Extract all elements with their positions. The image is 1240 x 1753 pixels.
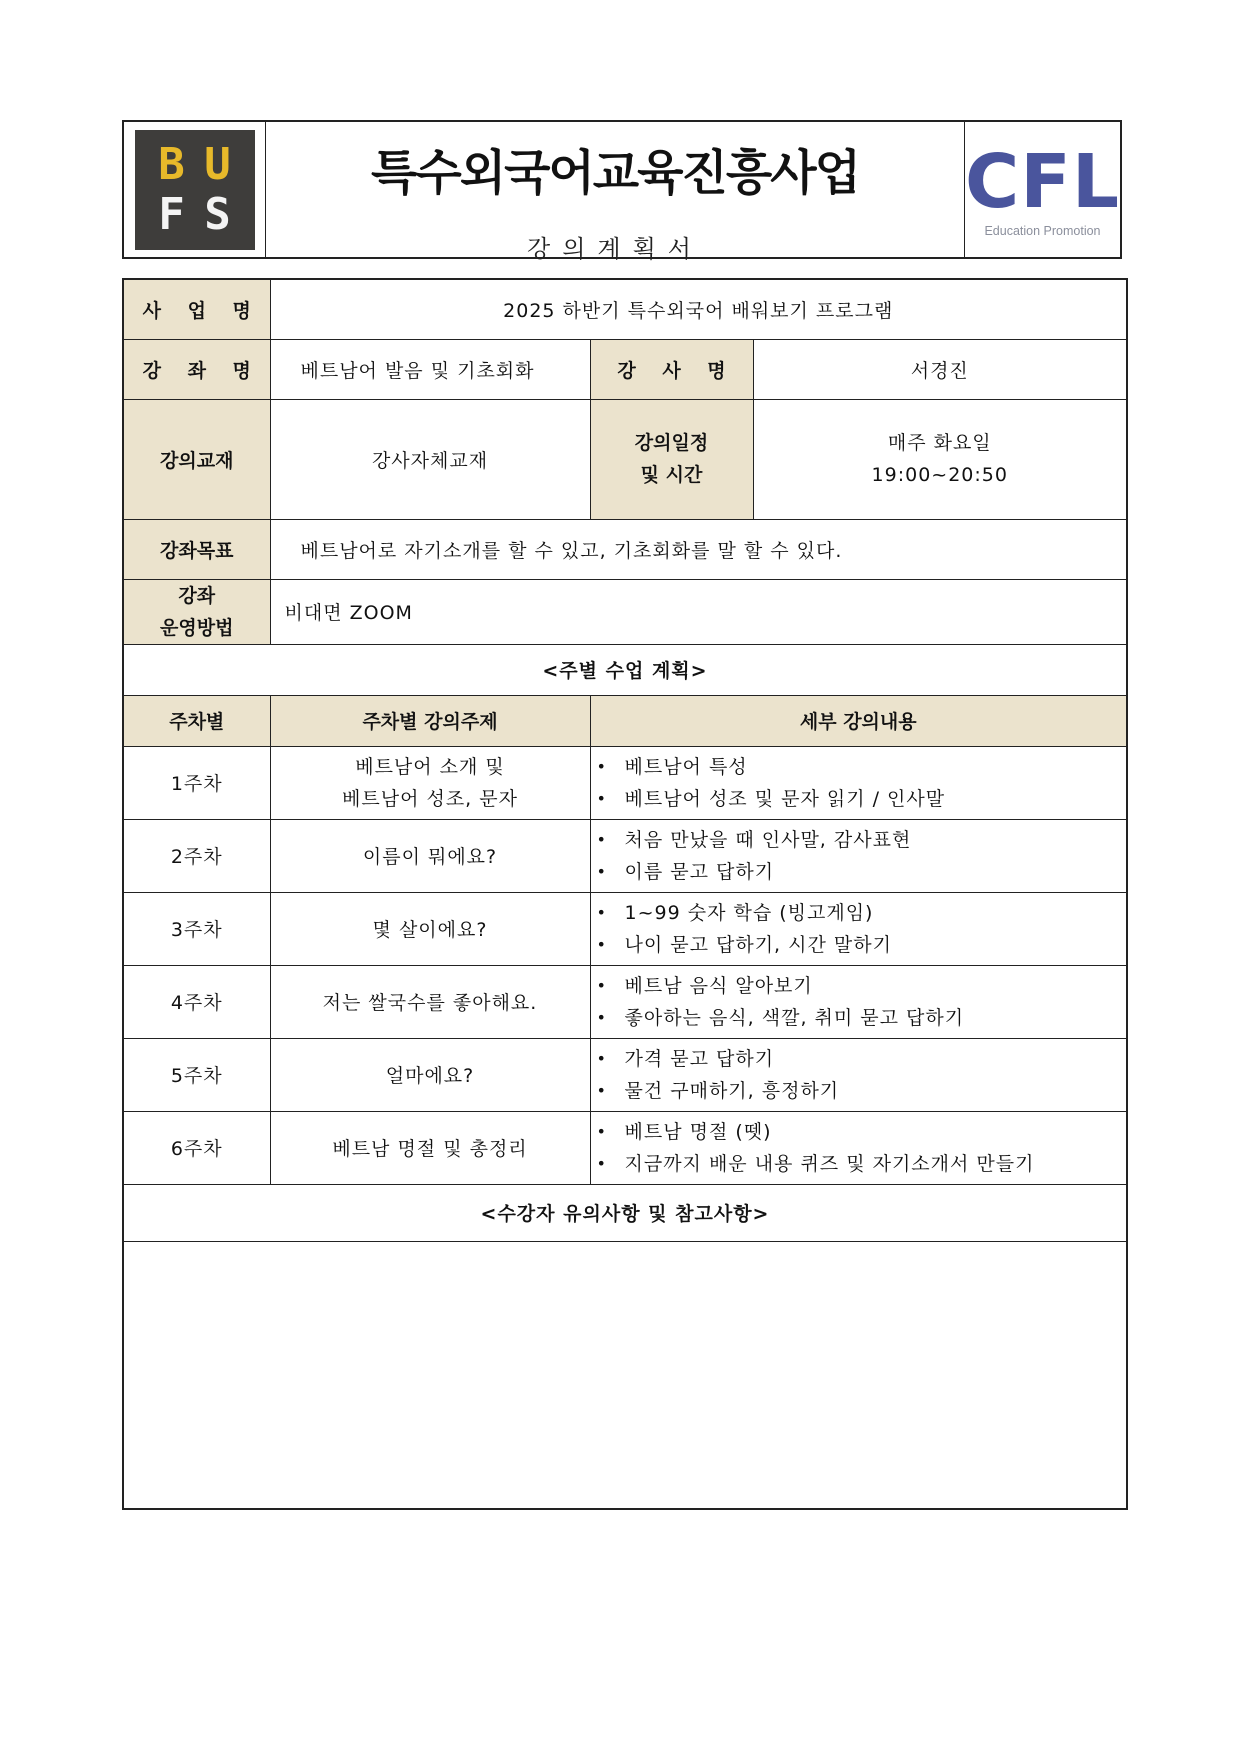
method-label-line2: 운영방법 bbox=[160, 616, 234, 639]
bufs-logo-cell bbox=[124, 122, 266, 257]
notes-section-title: <수강자 유의사항 및 참고사항> bbox=[123, 1184, 1127, 1241]
detail-cell bbox=[590, 1038, 1127, 1111]
table-row bbox=[123, 1111, 1127, 1184]
document-header bbox=[122, 120, 1122, 263]
project-row bbox=[123, 279, 1127, 339]
table-row bbox=[123, 965, 1127, 1038]
list-item: • 1~99 숫자 학습 (빙고게임) bbox=[591, 897, 1127, 929]
table-row bbox=[123, 892, 1127, 965]
col-detail-header: 세부 강의내용 bbox=[590, 695, 1127, 746]
list-item: • 좋아하는 음식, 색깔, 취미 묻고 답하기 bbox=[591, 1002, 1127, 1034]
cfl-logo-cell bbox=[964, 122, 1120, 257]
list-item: • 베트남어 성조 및 문자 읽기 / 인사말 bbox=[591, 783, 1127, 815]
list-item: • 베트남어 특성 bbox=[591, 751, 1127, 783]
weekly-section-title: <주별 수업 계획> bbox=[123, 644, 1127, 695]
list-item: • 가격 묻고 답하기 bbox=[591, 1043, 1127, 1075]
textbook-label: 강의교재 bbox=[123, 399, 270, 519]
list-item: • 지금까지 배운 내용 퀴즈 및 자기소개서 만들기 bbox=[591, 1148, 1127, 1180]
schedule-value-line2: 19:00~20:50 bbox=[871, 464, 1008, 486]
schedule-label bbox=[590, 399, 753, 519]
schedule-label-line2: 및 시간 bbox=[640, 464, 703, 486]
project-value: 2025 하반기 특수외국어 배워보기 프로그램 bbox=[270, 279, 1127, 339]
course-row bbox=[123, 339, 1127, 399]
topic-cell: 몇 살이에요? bbox=[270, 892, 590, 965]
topic-cell bbox=[270, 746, 590, 819]
col-topic-header: 주차별 강의주제 bbox=[270, 695, 590, 746]
table-row bbox=[123, 746, 1127, 819]
project-label: 사 업 명 bbox=[123, 279, 270, 339]
notes-section-row bbox=[123, 1184, 1127, 1241]
col-week-header: 주차별 bbox=[123, 695, 270, 746]
week-cell: 2주차 bbox=[123, 819, 270, 892]
textbook-value: 강사자체교재 bbox=[270, 399, 590, 519]
instructor-label: 강 사 명 bbox=[590, 339, 753, 399]
method-label bbox=[123, 579, 270, 644]
cfl-logo: CFL bbox=[965, 138, 1121, 225]
bufs-logo-letter-s: S bbox=[204, 188, 231, 240]
week-cell: 6주차 bbox=[123, 1111, 270, 1184]
list-item: • 처음 만났을 때 인사말, 감사표현 bbox=[591, 824, 1127, 856]
header-title-cell bbox=[266, 122, 964, 263]
table-row bbox=[123, 819, 1127, 892]
topic-line: 베트남어 성조, 문자 bbox=[342, 787, 518, 810]
goal-label: 강좌목표 bbox=[123, 519, 270, 579]
topic-cell: 저는 쌀국수를 좋아해요. bbox=[270, 965, 590, 1038]
textbook-schedule-row bbox=[123, 399, 1127, 519]
schedule-value bbox=[753, 399, 1127, 519]
bufs-logo-letter-b: B bbox=[158, 138, 185, 190]
method-value: 비대면 ZOOM bbox=[270, 579, 1127, 644]
cfl-logo-caption: Education Promotion bbox=[984, 223, 1101, 238]
table-row bbox=[123, 1038, 1127, 1111]
goal-row bbox=[123, 519, 1127, 579]
detail-cell bbox=[590, 746, 1127, 819]
list-item: • 베트남 명절 (뗏) bbox=[591, 1116, 1127, 1148]
course-value: 베트남어 발음 및 기초회화 bbox=[270, 339, 590, 399]
method-row bbox=[123, 579, 1127, 644]
goal-value: 베트남어로 자기소개를 할 수 있고, 기초회화를 말 할 수 있다. bbox=[270, 519, 1127, 579]
list-item: • 물건 구매하기, 흥정하기 bbox=[591, 1075, 1127, 1107]
schedule-label-line1: 강의일정 bbox=[634, 432, 709, 454]
week-cell: 4주차 bbox=[123, 965, 270, 1038]
list-item: • 베트남 음식 알아보기 bbox=[591, 970, 1127, 1002]
schedule-value-line1: 매주 화요일 bbox=[887, 432, 992, 454]
weekly-section-row bbox=[123, 644, 1127, 695]
weekly-header-row bbox=[123, 695, 1127, 746]
week-cell: 1주차 bbox=[123, 746, 270, 819]
course-plan-table bbox=[122, 278, 1128, 1510]
topic-cell: 베트남 명절 및 총정리 bbox=[270, 1111, 590, 1184]
course-label: 강 좌 명 bbox=[123, 339, 270, 399]
detail-cell bbox=[590, 892, 1127, 965]
instructor-value: 서경진 bbox=[753, 339, 1127, 399]
list-item: • 나이 묻고 답하기, 시간 말하기 bbox=[591, 929, 1127, 961]
topic-cell: 얼마에요? bbox=[270, 1038, 590, 1111]
detail-cell bbox=[590, 819, 1127, 892]
list-item: • 이름 묻고 답하기 bbox=[591, 856, 1127, 888]
detail-cell bbox=[590, 1111, 1127, 1184]
bufs-logo-letter-u: U bbox=[204, 138, 231, 190]
detail-cell bbox=[590, 965, 1127, 1038]
notes-content-row bbox=[123, 1241, 1127, 1509]
document-subtitle: 강의계획서 bbox=[527, 235, 703, 263]
week-cell: 5주차 bbox=[123, 1038, 270, 1111]
notes-content bbox=[123, 1241, 1127, 1509]
bufs-logo-letter-f: F bbox=[158, 188, 185, 240]
topic-cell: 이름이 뭐에요? bbox=[270, 819, 590, 892]
document-title: 특수외국어교육진흥사업 bbox=[370, 145, 860, 201]
topic-line: 베트남어 소개 및 bbox=[355, 755, 505, 778]
bufs-logo bbox=[135, 130, 255, 250]
week-cell: 3주차 bbox=[123, 892, 270, 965]
method-label-line1: 강좌 bbox=[178, 584, 216, 607]
